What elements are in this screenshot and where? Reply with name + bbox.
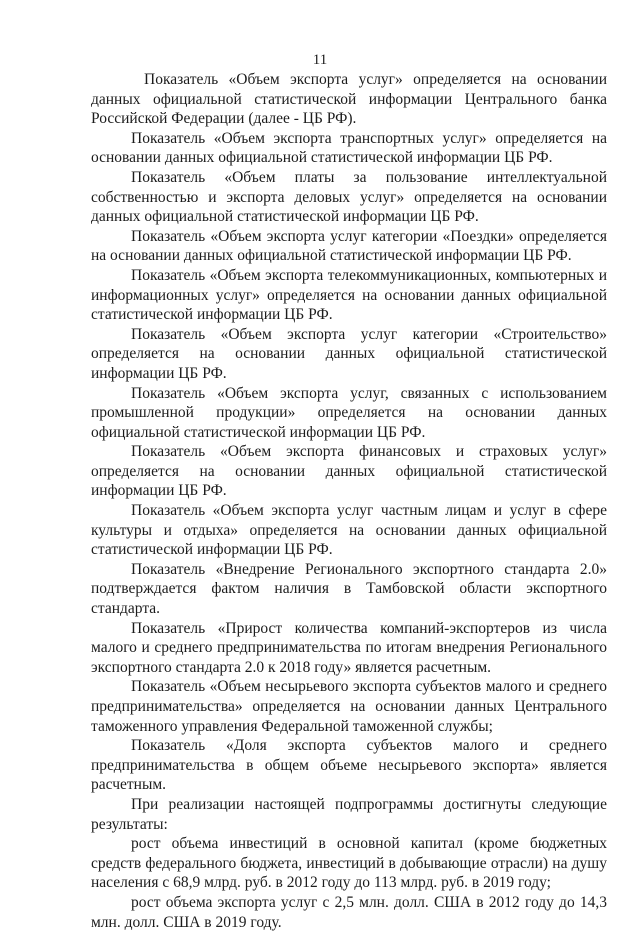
paragraph: рост объема инвестиций в основной капитал (кроме бюджетных средств федерального бюджета, инвестиций в добывающие отрасли) на душу населения с 68,9 млрд. руб. в 2012 году до 113 млрд. руб. в 2019 году; <box>91 835 607 892</box>
paragraph: Показатель «Объем экспорта услуг категории «Поездки» определяется на основании данных официальной статистической информации ЦБ РФ. <box>91 227 607 265</box>
paragraph: Показатель «Доля экспорта субъектов малого и среднего предпринимательства в общем объеме несырьевого экспорта» является расчетным. <box>91 737 607 794</box>
paragraph: Показатель «Объем экспорта услуг частным лицам и услуг в сфере культуры и отдыха» определяется на основании данных официальной статистической информации ЦБ РФ. <box>91 502 607 559</box>
document-body <box>91 70 607 932</box>
paragraph: Показатель «Объем экспорта финансовых и страховых услуг» определяется на основании данных официальной статистической информации ЦБ РФ. <box>91 443 607 500</box>
paragraph: Показатель «Внедрение Регионального экспортного стандарта 2.0» подтверждается фактом наличия в Тамбовской области экспортного стандарта. <box>91 560 607 618</box>
paragraph: рост объема экспорта услуг с 2,5 млн. долл. США в 2012 году до 14,3 млн. долл. США в 2019 году. <box>91 893 607 931</box>
paragraph: Показатель «Объем экспорта услуг категории «Строительство» определяется на основании данных официальной статистической информации ЦБ РФ. <box>91 325 607 382</box>
paragraph: Показатель «Объем экспорта услуг, связанных с использованием промышленной продукции» определяется на основании данных официальной статистической информации ЦБ РФ. <box>91 384 607 441</box>
paragraph: Показатель «Объем несырьевого экспорта субъектов малого и среднего предпринимательства» определяется на основании данных Центрального таможенного управления Федеральной таможенной службы; <box>91 678 607 735</box>
paragraph: Показатель «Прирост количества компаний-экспортеров из числа малого и среднего предпринимательства по итогам внедрения Регионального экспортного стандарта 2.0 к 2018 году» является расчетным. <box>91 619 607 676</box>
paragraph: Показатель «Объем экспорта транспортных услуг» определяется на основании данных официальной статистической информации ЦБ РФ. <box>91 129 607 167</box>
page-number: 11 <box>312 52 328 68</box>
paragraph: Показатель «Объем экспорта услуг» определяется на основании данных официальной статистической информации Центрального банка Российской Федерации (далее - ЦБ РФ). <box>91 71 607 128</box>
paragraph: При реализации настоящей подпрограммы достигнуты следующие результаты: <box>91 795 607 833</box>
paragraph: Показатель «Объем платы за пользование интеллектуальной собственностью и экспорта деловых услуг» определяется на основании данных официальной статистической информации ЦБ РФ. <box>91 168 607 226</box>
paragraph: Показатель «Объем экспорта телекоммуникационных, компьютерных и информационных услуг» определяется на основании данных официальной статистической информации ЦБ РФ. <box>91 266 607 324</box>
